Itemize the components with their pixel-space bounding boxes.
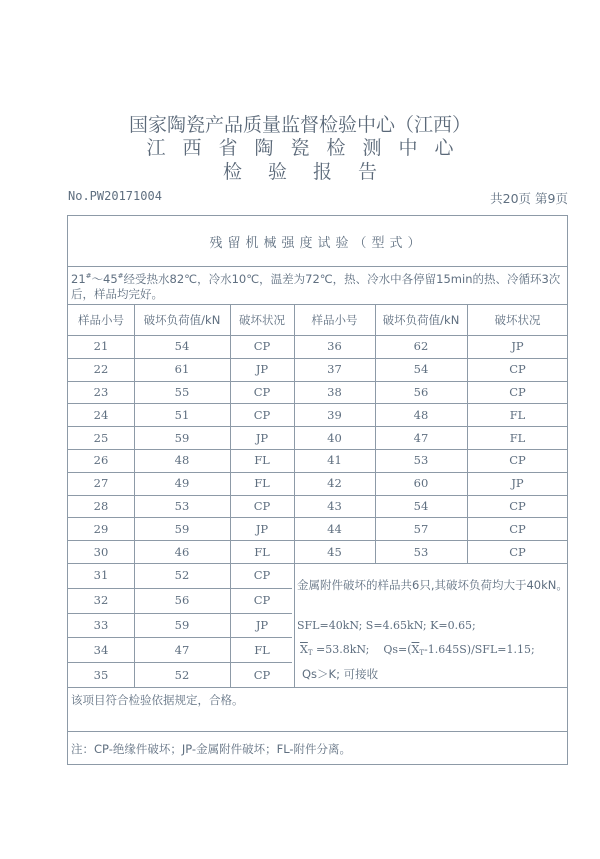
table-cell: 48 <box>174 453 190 468</box>
page-indicator: 共20页 第9页 <box>490 191 568 206</box>
mark: # <box>85 272 92 280</box>
table-cell: JP <box>255 430 269 445</box>
table-cell: 52 <box>174 568 190 583</box>
table-cell: 53 <box>413 544 429 559</box>
report-title: 检验报告 <box>222 161 403 183</box>
table-cell: FL <box>254 476 270 491</box>
table-cell: CP <box>509 384 526 399</box>
table-cell: 31 <box>93 568 109 583</box>
table-cell: 30 <box>93 544 109 559</box>
center-name: 江西省陶瓷检测中心 <box>146 137 471 159</box>
table-cell: JP <box>255 521 269 536</box>
table-cell: 54 <box>413 498 429 513</box>
table-cell: 24 <box>93 407 109 422</box>
row-divider <box>68 687 567 688</box>
table-cell: 53 <box>413 453 429 468</box>
conclusion: 该项目符合检验依据规定，合格。 <box>71 693 244 707</box>
table-cell: 29 <box>93 521 109 536</box>
test-title: 残留机械强度试验（型式） <box>209 235 426 251</box>
table-cell: 33 <box>93 617 109 632</box>
table-cell: 57 <box>413 521 429 536</box>
test-description <box>71 269 561 302</box>
table-cell: 47 <box>174 642 190 657</box>
table-cell: FL <box>254 642 270 657</box>
summary-line-4: Qs＞K; 可接收 <box>302 667 379 681</box>
table-cell: JP <box>511 339 524 354</box>
table-cell: 23 <box>93 384 109 399</box>
table-cell: 40 <box>327 430 342 445</box>
table-cell: JP <box>255 362 269 377</box>
table-cell: 39 <box>327 407 342 422</box>
table-cell: CP <box>253 667 271 682</box>
table-cell: 60 <box>413 476 429 491</box>
table-cell: 62 <box>413 339 429 354</box>
table-cell: 56 <box>174 593 190 608</box>
table-cell: 59 <box>174 521 190 536</box>
table-cell: 59 <box>174 430 190 445</box>
table-cell: 22 <box>93 362 109 377</box>
table-cell: 34 <box>93 642 109 657</box>
table-cell: 51 <box>174 407 190 422</box>
table-cell: 54 <box>174 339 190 354</box>
table-cell: 56 <box>413 384 429 399</box>
table-cell: FL <box>254 453 270 468</box>
table-cell: 36 <box>327 339 342 354</box>
table-cell: FL <box>509 430 526 445</box>
xt-symbol: $\overline{X}$ <box>411 643 420 656</box>
table-cell: FL <box>254 544 270 559</box>
table-cell: CP <box>509 362 526 377</box>
report-number: No.PW20171004 <box>68 189 162 203</box>
table-cell: 52 <box>174 667 190 682</box>
table-cell: 45 <box>327 544 342 559</box>
range-start: 21 <box>71 271 86 286</box>
table-cell: CP <box>509 453 526 468</box>
table-cell: FL <box>509 407 526 422</box>
table-cell: CP <box>253 407 271 422</box>
column-header: 破坏负荷值/kN <box>382 312 460 327</box>
table-cell: 49 <box>174 476 190 491</box>
table-cell: CP <box>253 384 271 399</box>
column-divider <box>134 304 135 687</box>
range-end: 45 <box>103 271 118 286</box>
column-header: 样品小号 <box>311 312 358 327</box>
mark: # <box>117 272 124 280</box>
xt-sub: T <box>419 649 425 657</box>
table-cell: 21 <box>93 339 109 354</box>
table-cell: 55 <box>174 384 190 399</box>
table-cell: 41 <box>327 453 342 468</box>
qs-suffix: -1.645S)/SFL=1.15; <box>424 643 535 656</box>
table-cell: CP <box>509 498 526 513</box>
xt-value: =53.8kN; <box>316 643 370 656</box>
table-cell: 28 <box>93 498 109 513</box>
table-cell: 27 <box>93 476 109 491</box>
qs-prefix: Qs=( <box>383 643 412 656</box>
table-cell: 35 <box>93 667 109 682</box>
table-cell: 48 <box>413 407 429 422</box>
summary-line-3 <box>300 643 535 657</box>
column-header: 样品小号 <box>78 312 124 327</box>
table-cell: CP <box>509 544 526 559</box>
table-cell: CP <box>253 568 271 583</box>
summary-line-1: 金属附件破坏的样品共6只,其破坏负荷均大于40kN。 <box>297 578 568 592</box>
table-cell: 46 <box>174 544 190 559</box>
table-cell: 38 <box>327 384 342 399</box>
table-cell: CP <box>253 339 271 354</box>
table-cell: 26 <box>93 453 109 468</box>
range-sep: ～ <box>91 271 104 286</box>
table-cell: CP <box>253 593 271 608</box>
column-divider <box>294 304 295 687</box>
table-cell: JP <box>255 617 269 632</box>
xt-sub: T <box>307 649 313 657</box>
description-text: 经受热水82℃，冷水10℃，温差为72℃，热、冷水中各停留15min的热、冷循环3次后，样品均完好。 <box>71 271 561 301</box>
column-divider <box>230 304 231 687</box>
table-cell: 53 <box>174 498 190 513</box>
table-cell: 37 <box>327 362 342 377</box>
table-cell: 54 <box>413 362 429 377</box>
xt-symbol: $\overline{X}$ <box>300 643 308 656</box>
table-cell: CP <box>253 498 271 513</box>
table-cell: 43 <box>327 498 342 513</box>
column-header: 破坏状况 <box>494 312 541 327</box>
divider <box>68 731 567 732</box>
table-cell: 32 <box>93 593 109 608</box>
table-cell: 25 <box>93 430 109 445</box>
column-divider <box>467 304 468 563</box>
table-cell: 61 <box>174 362 190 377</box>
table-cell: CP <box>509 521 526 536</box>
column-header: 破坏状况 <box>239 312 285 327</box>
table-cell: JP <box>511 476 524 491</box>
divider <box>68 266 567 267</box>
table-cell: 44 <box>327 521 342 536</box>
column-divider <box>375 304 376 563</box>
legend-note: 注：CP-绝缘件破坏；JP-金属附件破坏；FL-附件分离。 <box>71 742 352 756</box>
table-cell: 42 <box>327 476 342 491</box>
test-sheet <box>67 215 568 765</box>
summary-line-2: SFL=40kN; S=4.65kN; K=0.65; <box>297 619 476 632</box>
table-cell: 47 <box>413 430 429 445</box>
table-cell: 59 <box>174 617 190 632</box>
institution-name: 国家陶瓷产品质量监督检验中心（江西） <box>128 114 471 136</box>
column-header: 破坏负荷值/kN <box>143 312 221 327</box>
